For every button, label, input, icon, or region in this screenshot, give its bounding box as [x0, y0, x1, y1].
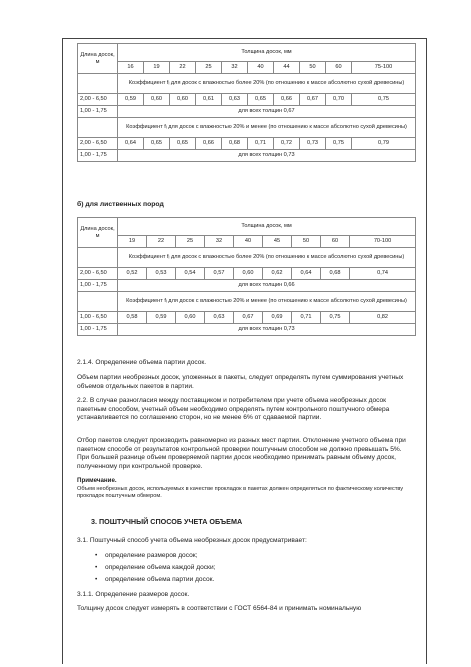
value-cell: для всех толщин 0,73 — [118, 150, 416, 162]
value-cell: 0,64 — [118, 138, 144, 150]
bullet-icon: • — [95, 576, 98, 583]
length-cell: 2,00 - 6,50 — [78, 268, 118, 280]
length-header: Длина досок, м — [78, 218, 118, 248]
thickness-col: 25 — [176, 236, 205, 248]
value-cell: 0,60 — [176, 312, 205, 324]
list-item: • определение объема партии досок. — [95, 576, 215, 583]
value-cell: 0,68 — [222, 138, 248, 150]
coef-high-caption: Коэффициент fᵢ для досок с влажностью более 20% (по отношению к массе абсолютно сухой древесины) — [118, 248, 416, 268]
thickness-col: 50 — [292, 236, 321, 248]
length-header: Длина досок, м — [78, 44, 118, 74]
thickness-col: 44 — [274, 62, 300, 74]
value-cell: 0,70 — [326, 94, 352, 106]
value-cell: 0,62 — [263, 268, 292, 280]
value-cell: 0,58 — [118, 312, 147, 324]
length-cell: 2,00 - 6,50 — [78, 94, 118, 106]
value-cell: 0,79 — [352, 138, 416, 150]
value-cell: 0,61 — [196, 94, 222, 106]
value-cell: 0,53 — [147, 268, 176, 280]
value-cell: 0,75 — [352, 94, 416, 106]
value-cell: 0,75 — [326, 138, 352, 150]
value-cell: 0,71 — [292, 312, 321, 324]
bullet-icon: • — [95, 552, 98, 559]
value-cell: 0,60 — [144, 94, 170, 106]
value-cell: для всех толщин 0,67 — [118, 106, 416, 118]
paragraph-3-1: 3.1. Поштучный способ учета объема необрезных досок предусматривает: — [77, 537, 307, 544]
value-cell: 0,67 — [300, 94, 326, 106]
value-cell: 0,82 — [350, 312, 416, 324]
list-item: • определение объема каждой доски; — [95, 564, 216, 571]
value-cell: 0,59 — [118, 94, 144, 106]
paragraph-2-2: 2.2. В случае разногласия между поставщиком и потребителем при учете объема необрезных досок пакетным способом, учетный объем необходимо определять путем контрольного поштучного обмера устанавливается по соглашению сторон, но не менее 6% от сдаваемой партии. — [77, 397, 390, 422]
thickness-col: 45 — [263, 236, 292, 248]
value-cell: 0,65 — [170, 138, 196, 150]
coefficient-table-b — [77, 217, 416, 336]
length-cell: 1,00 - 1,75 — [78, 150, 118, 162]
value-cell: 0,75 — [321, 312, 350, 324]
value-cell: 0,65 — [248, 94, 274, 106]
thickness-col: 60 — [326, 62, 352, 74]
coef-high-caption: Коэффициент fᵢ для досок с влажностью более 20% (по отношению к массе абсолютно сухой древесины) — [118, 74, 416, 94]
value-cell: 0,54 — [176, 268, 205, 280]
note-block — [77, 477, 415, 500]
coefficient-table-a — [77, 43, 416, 162]
value-cell: для всех толщин 0,73 — [118, 324, 416, 336]
bullet-icon: • — [95, 564, 98, 571]
note-title: Примечание. — [77, 477, 117, 484]
value-cell: 0,60 — [234, 268, 263, 280]
thickness-col: 32 — [222, 62, 248, 74]
thickness-col: 19 — [118, 236, 147, 248]
list-item: • определение размеров досок; — [95, 552, 198, 559]
value-cell: 0,65 — [144, 138, 170, 150]
thickness-header: Толщина досок, мм — [118, 218, 416, 236]
subtitle-hardwood: б) для лиственных пород — [77, 201, 164, 208]
value-cell: 0,63 — [205, 312, 234, 324]
value-cell: 0,63 — [222, 94, 248, 106]
value-cell: для всех толщин 0,66 — [118, 280, 416, 292]
length-cell: 1,00 - 1,75 — [78, 324, 118, 336]
value-cell: 0,66 — [196, 138, 222, 150]
thickness-col: 19 — [144, 62, 170, 74]
value-cell: 0,67 — [234, 312, 263, 324]
paragraph-2-1-4: 2.1.4. Определение объема партии досок. — [77, 359, 207, 366]
thickness-header: Толщина досок, мм — [118, 44, 416, 62]
thickness-col: 32 — [205, 236, 234, 248]
length-cell: 2,00 - 6,50 — [78, 138, 118, 150]
value-cell: 0,69 — [263, 312, 292, 324]
value-cell: 0,60 — [170, 94, 196, 106]
thickness-col: 60 — [321, 236, 350, 248]
thickness-col: 70-100 — [350, 236, 416, 248]
thickness-col: 16 — [118, 62, 144, 74]
coef-low-caption: Коэффициент fᵢ для досок с влажностью 20% и менее (по отношению к массе абсолютно сухой древесины) — [118, 118, 416, 138]
value-cell: 0,74 — [350, 268, 416, 280]
value-cell: 0,66 — [274, 94, 300, 106]
note-text: Объем необрезных досок, используемых в качестве прокладок в пакетах должен определяться по фактическому количеству прокладок поштучным обмером. — [77, 485, 404, 499]
thickness-col: 40 — [234, 236, 263, 248]
coef-low-caption: Коэффициент fᵢ для досок с влажностью 20% и менее (по отношению к массе абсолютно сухой древесины) — [118, 292, 416, 312]
length-cell: 1,00 - 6,50 — [78, 312, 118, 324]
section-3-heading: 3. ПОШТУЧНЫЙ СПОСОБ УЧЕТА ОБЪЕМА — [91, 517, 243, 526]
value-cell: 0,59 — [147, 312, 176, 324]
paragraph-selection: Отбор пакетов следует производить равномерно из разных мест партии. Отклонение учетного объема при пакетном способе от результатов контрольной проверки поштучным способом не должно превышать 5%. При большей разнице объем проверяемой партии досок необходимо принимать равным объему досок, полученному при контрольной проверке. — [77, 437, 406, 470]
value-cell: 0,64 — [292, 268, 321, 280]
value-cell: 0,71 — [248, 138, 274, 150]
thickness-col: 50 — [300, 62, 326, 74]
paragraph-last: Толщину досок следует измерять в соответствии с ГОСТ 6564-84 и принимать номинальную — [77, 605, 362, 612]
thickness-col: 22 — [147, 236, 176, 248]
thickness-col: 22 — [170, 62, 196, 74]
value-cell: 0,73 — [300, 138, 326, 150]
document-page — [62, 38, 427, 664]
thickness-col: 25 — [196, 62, 222, 74]
paragraph-volume: Объем партии необрезных досок, уложенных в пакеты, следует определять путем суммирования учетных объемов отдельных пакетов в партии. — [77, 374, 404, 390]
value-cell: 0,52 — [118, 268, 147, 280]
length-cell: 1,00 - 1,75 — [78, 280, 118, 292]
length-cell: 1,00 - 1,75 — [78, 106, 118, 118]
value-cell: 0,72 — [274, 138, 300, 150]
value-cell: 0,57 — [205, 268, 234, 280]
thickness-col: 75-100 — [352, 62, 416, 74]
paragraph-3-1-1: 3.1.1. Определение размеров досок. — [77, 591, 190, 598]
thickness-col: 40 — [248, 62, 274, 74]
value-cell: 0,68 — [321, 268, 350, 280]
